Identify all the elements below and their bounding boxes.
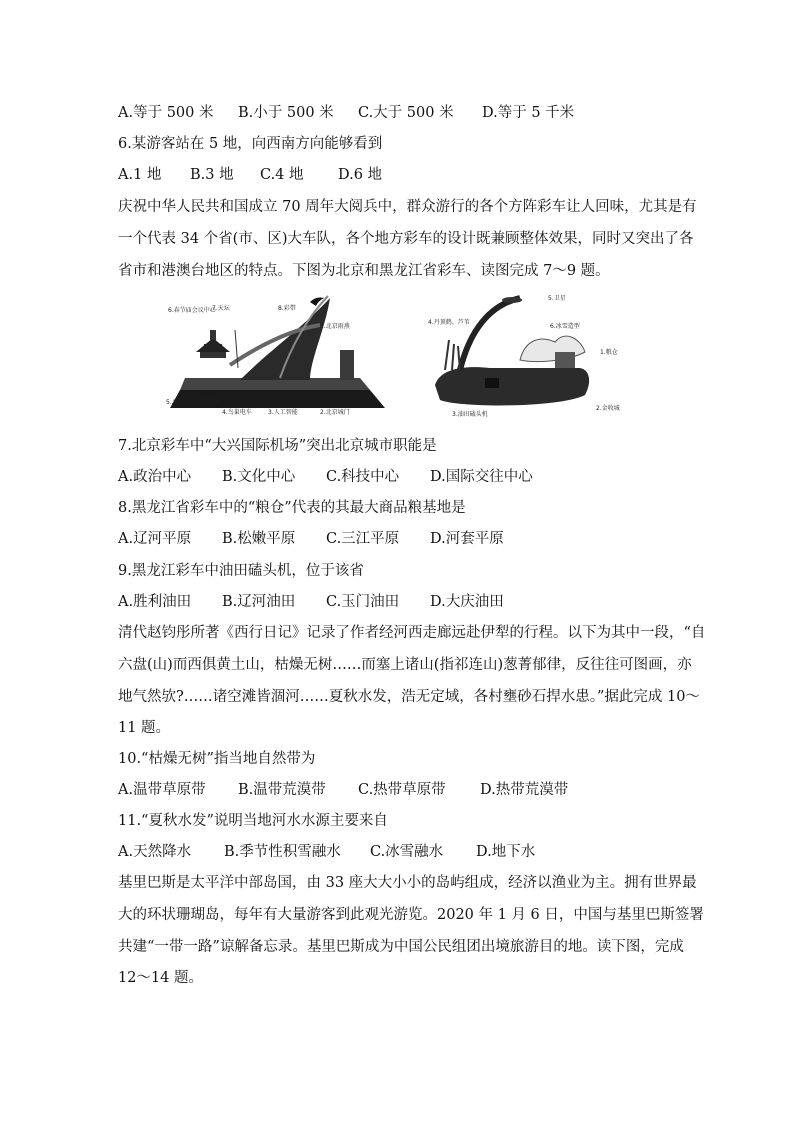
parade-floats-illustration	[160, 290, 640, 420]
q5-options	[118, 103, 574, 123]
beijing-label-1: 1.北京雨燕	[320, 323, 350, 330]
q10-stem: 10.“枯燥无树”指当地自然带为	[118, 751, 316, 767]
q9-stem: 9.黑龙江彩车中油田磕头机，位于该省	[118, 563, 364, 579]
q9-option-c: C.玉门油田	[326, 594, 400, 610]
passage1-line-3: 省市和港澳台地区的特点。下图为北京和黑龙江省彩车、读图完成 7～9 题。	[118, 263, 610, 279]
heilongjiang-label-2: 2.金收城	[596, 405, 620, 412]
q9-option-d: D.大庆油田	[430, 594, 504, 610]
q11-stem: 11.“夏秋水发”说明当地河水水源主要来自	[118, 813, 388, 829]
q5-option-b: B.小于 500 米	[238, 105, 334, 121]
beijing-label-6: 6.春节庙会议中心	[168, 307, 216, 314]
parade-floats-figure	[160, 290, 640, 420]
beijing-label-4: 4.鸟巢电车	[222, 409, 252, 416]
q8-option-b: B.松嫩平原	[222, 531, 296, 547]
passage3-line-2: 大的环状珊瑚岛，每年有大量游客到此观光游览。2020 年 1 月 6 日，中国与基里巴斯签署	[118, 907, 704, 923]
q8-stem: 8.黑龙江省彩车中的“粮仓”代表的其最大商品粮基地是	[118, 500, 466, 516]
heilongjiang-label-5: 5.卫星	[548, 295, 566, 302]
q6-option-b: B.3 地	[190, 167, 234, 183]
heilongjiang-label-6: 6.冰雪造型	[550, 323, 580, 330]
q7-options	[118, 467, 533, 487]
q11-option-d: D.地下水	[476, 844, 536, 860]
beijing-label-3: 3.人工智能	[268, 409, 298, 416]
passage3-line-3: 共建“一带一路”谅解备忘录。基里巴斯成为中国公民组团出境旅游目的地。读下图，完成	[118, 939, 684, 955]
q10-options	[118, 780, 568, 800]
q5-option-d: D.等于 5 千米	[482, 105, 575, 121]
beijing-label-7: 7.天坛	[212, 305, 230, 312]
q8-option-a: A.辽河平原	[118, 531, 192, 547]
q5-option-a: A.等于 500 米	[118, 105, 214, 121]
passage2-line-2: 六盘(山)而西俱黄土山，枯燥无树……而塞上诸山(指祁连山)葱菁郁律，反往往可图画，亦	[118, 657, 692, 673]
q7-stem: 7.北京彩车中“大兴国际机场”突出北京城市职能是	[118, 438, 437, 454]
beijing-label-2: 2.北京城门	[320, 409, 350, 416]
q8-option-d: D.河套平原	[430, 531, 504, 547]
heilongjiang-float	[435, 297, 589, 405]
q11-option-c: C.冰雪融水	[370, 844, 444, 860]
passage2-line-4: 11 题。	[118, 720, 171, 736]
q9-option-b: B.辽河油田	[222, 594, 296, 610]
heilongjiang-label-4: 4.丹顶鹤、芦苇	[428, 319, 470, 326]
q6-option-c: C.4 地	[260, 167, 304, 183]
q8-options	[118, 529, 504, 549]
q5-option-c: C.大于 500 米	[358, 105, 454, 121]
q10-option-a: A.温带草原带	[118, 782, 206, 798]
heilongjiang-label-1: 1.粮仓	[600, 349, 618, 356]
passage2-line-3: 地气然欤?……诸空滩皆涸河……夏秋水发，浩无定域，各村壅砂石捍水患。”据此完成 10～	[118, 689, 700, 705]
passage3-line-1: 基里巴斯是太平洋中部岛国，由 33 座大大小小的岛屿组成，经济以渔业为主。拥有世界最	[118, 875, 697, 891]
q7-option-a: A.政治中心	[118, 469, 192, 485]
beijing-label-8: 8.彩带	[278, 305, 296, 312]
passage1-line-2: 一个代表 34 个省(市、区)大车队，各个地方彩车的设计既兼顾整体效果，同时又突出了各	[118, 231, 694, 247]
q7-option-b: B.文化中心	[222, 469, 296, 485]
passage1-line-1: 庆祝中华人民共和国成立 70 周年大阅兵中，群众游行的各个方阵彩车让人回味，尤其是有	[118, 199, 697, 215]
q6-option-a: A.1 地	[118, 167, 162, 183]
q11-option-a: A.天然降水	[118, 844, 192, 860]
passage2-line-1: 清代赵钧彤所著《西行日记》记录了作者经河西走廊远赴伊犁的行程。以下为其中一段，“自	[118, 625, 706, 641]
q9-options	[118, 592, 504, 612]
q7-option-c: C.科技中心	[326, 469, 400, 485]
q10-option-c: C.热带草原带	[358, 782, 446, 798]
q8-option-c: C.三江平原	[326, 531, 400, 547]
q11-options	[118, 842, 535, 862]
q10-option-d: D.热带荒漠带	[480, 782, 569, 798]
q11-option-b: B.季节性积雪融水	[224, 844, 341, 860]
q6-stem: 6.某游客站在 5 地，向西南方向能够看到	[118, 136, 383, 152]
heilongjiang-label-3: 3.油田磕头机	[452, 411, 488, 418]
passage3-line-4: 12～14 题。	[118, 970, 204, 986]
q9-option-a: A.胜利油田	[118, 594, 192, 610]
beijing-label-5: 5.北京大兴国际机场	[166, 399, 220, 406]
q7-option-d: D.国际交往中心	[430, 469, 533, 485]
q10-option-b: B.温带荒漠带	[238, 782, 326, 798]
q6-option-d: D.6 地	[338, 167, 383, 183]
q6-options	[118, 165, 382, 185]
